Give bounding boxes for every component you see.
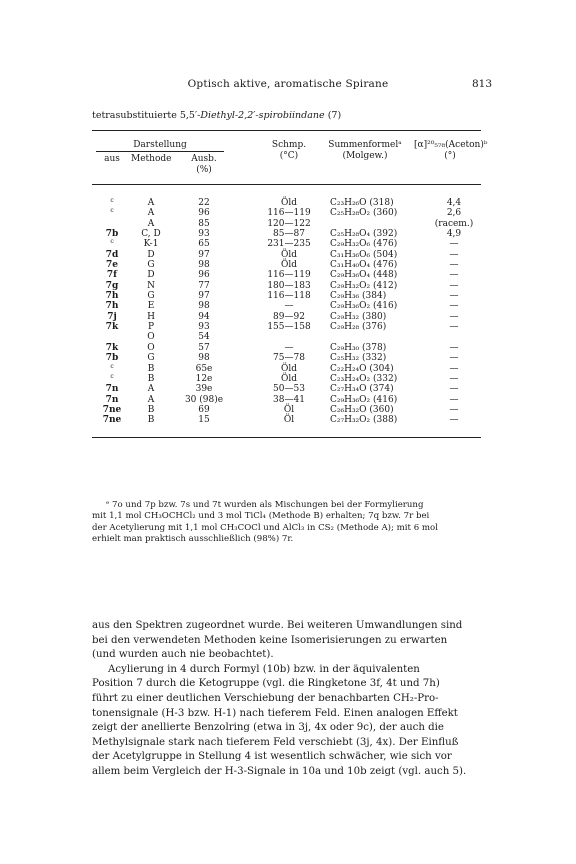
- cell-ausb: 85: [198, 218, 210, 229]
- page-number: 813: [472, 78, 493, 90]
- cell-ausb: 65: [198, 239, 210, 250]
- cell-methode: A: [147, 394, 155, 405]
- cell-aus: c: [110, 197, 114, 204]
- cell-schmp: 116—119: [267, 270, 311, 281]
- cell-alpha: —: [449, 353, 459, 364]
- table-row: [92, 291, 481, 301]
- body-line: Position 7 durch die Ketogruppe (vgl. die Ringketone 3f, 4t und 7h): [92, 678, 440, 690]
- cell-ausb: 96: [198, 208, 210, 219]
- cell-aus: 7h: [105, 291, 119, 302]
- cell-aus: 7ne: [102, 415, 122, 426]
- body-line: führt zu einer deutlichen Verschiebung der benachbarten CH₂-Pro-: [92, 692, 439, 704]
- cell-methode: A: [147, 218, 155, 229]
- cell-schmp: 85—87: [273, 229, 305, 240]
- col-header-methode: Methode: [131, 154, 172, 164]
- col-header-summen-2: (Molgew.): [342, 151, 388, 161]
- cell-schmp: 180—183: [267, 280, 311, 291]
- table-row: [92, 343, 481, 353]
- footnote-line: der Acetylierung mit 1,1 mol CH₃COCl und AlCl₃ in CS₂ (Methode A); mit 6 mol: [92, 522, 438, 533]
- table-row: [92, 260, 481, 270]
- cell-ausb: 98: [198, 353, 210, 364]
- cell-schmp: —: [284, 301, 294, 312]
- cell-formel: C₂₉H₃₀ (378): [330, 342, 387, 353]
- table-row: [92, 353, 481, 363]
- cell-schmp: Öld: [280, 260, 298, 271]
- col-header-ausb-1: Ausb.: [191, 154, 217, 164]
- cell-methode: H: [147, 311, 155, 322]
- cell-ausb: 77: [198, 280, 210, 291]
- table-row: [92, 312, 481, 322]
- cell-alpha: —: [449, 260, 459, 271]
- table-header-rule: [92, 184, 481, 185]
- cell-ausb: 30 (98)e: [184, 394, 224, 405]
- body-line: Acylierung in 4 durch Formyl (10b) bzw. in der äquivalenten: [108, 663, 420, 675]
- table-row: [92, 239, 481, 249]
- cell-methode: D: [147, 270, 155, 281]
- caption-prefix: tetrasubstituierte 5,5′-: [92, 110, 201, 121]
- cell-alpha: —: [449, 363, 459, 374]
- cell-ausb: 93: [198, 229, 210, 240]
- cell-aus: 7j: [107, 311, 117, 322]
- cell-schmp: —: [284, 342, 294, 353]
- cell-aus: c: [110, 362, 114, 370]
- cell-aus: c: [110, 238, 114, 246]
- body-line: zeigt der anellierte Benzolring (etwa in 3j, 4x oder 9c), der auch die: [92, 722, 444, 734]
- cell-schmp: 116—119: [267, 208, 311, 219]
- table-row: [92, 219, 481, 229]
- cell-alpha: (racem.): [434, 218, 474, 229]
- col-header-summen-1: Summenformelᵃ: [328, 140, 402, 150]
- table-top-rule: [92, 130, 481, 131]
- cell-aus: 7g: [105, 280, 119, 291]
- body-line: Methylsignale stark nach tieferem Feld verschiebt (3j, 4x). Der Einfluß: [92, 736, 459, 748]
- table-row: [92, 322, 481, 332]
- cell-formel: C₂₉H₂₈ (376): [330, 322, 387, 333]
- cell-alpha: —: [449, 342, 459, 353]
- cell-alpha: —: [449, 301, 459, 312]
- table-row: [92, 332, 481, 342]
- cell-ausb: 65e: [195, 363, 213, 374]
- cell-aus: 7f: [106, 270, 118, 281]
- cell-methode: G: [147, 353, 155, 364]
- cell-methode: B: [147, 404, 155, 415]
- col-header-summenformel: [318, 140, 412, 162]
- cell-aus: 7k: [105, 342, 119, 353]
- table-row: [92, 364, 481, 374]
- cell-ausb: 39e: [195, 384, 213, 395]
- cell-alpha: 4,4: [446, 198, 462, 208]
- cell-aus: 7b: [105, 229, 119, 240]
- caption-suffix: (7): [324, 110, 342, 121]
- cell-schmp: 231—235: [267, 239, 311, 250]
- table-caption: [92, 110, 341, 121]
- body-line: bei den verwendeten Methoden keine Isomerisierungen zu erwarten: [92, 634, 448, 646]
- cell-alpha: —: [449, 394, 459, 405]
- col-header-ausb-2: (%): [196, 165, 212, 175]
- cell-methode: A: [147, 208, 155, 219]
- table-row: [92, 281, 481, 291]
- cell-methode: G: [147, 291, 155, 302]
- cell-aus: c: [110, 372, 114, 380]
- cell-alpha: —: [449, 311, 459, 322]
- footnote-line: erhielt man praktisch ausschließlich (98%) 7r.: [92, 534, 294, 545]
- cell-schmp: 120—122: [267, 218, 311, 229]
- cell-formel: C₃₁H₄₀O₄ (476): [330, 260, 398, 271]
- cell-formel: C₂₅H₂₈O₄ (392): [330, 229, 398, 240]
- cell-alpha: —: [449, 270, 459, 281]
- cell-ausb: 57: [198, 342, 210, 353]
- cell-schmp: 50—53: [273, 384, 305, 395]
- cell-schmp: Öl: [283, 404, 295, 415]
- cell-methode: B: [147, 373, 155, 384]
- cell-schmp: Öld: [280, 373, 298, 384]
- cell-alpha: —: [449, 415, 459, 426]
- cell-schmp: 155—158: [267, 322, 311, 333]
- cell-ausb: 96: [198, 270, 210, 281]
- cell-formel: C₂₇H₃₄O (374): [330, 384, 394, 395]
- cell-methode: K-1: [143, 239, 159, 250]
- cell-ausb: 54: [198, 332, 210, 343]
- cell-alpha: —: [449, 291, 459, 302]
- col-header-aus: aus: [104, 154, 120, 164]
- cell-formel: C₂₉H₃₆O₂ (416): [330, 301, 398, 312]
- cell-aus: 7n: [105, 384, 119, 395]
- body-line: allem beim Vergleich der H-3-Signale in 10a und 10b zeigt (vgl. auch 5).: [92, 765, 467, 777]
- cell-schmp: Öld: [280, 363, 298, 374]
- cell-schmp: Öld: [280, 249, 298, 260]
- table-row: [92, 229, 481, 239]
- footnote-line: ᵉ 7o und 7p bzw. 7s und 7t wurden als Mischungen bei der Formylierung: [106, 500, 424, 510]
- cell-formel: C₂₃H₂₆O (318): [330, 198, 394, 208]
- table-row: [92, 405, 481, 415]
- cell-alpha: —: [449, 239, 459, 250]
- caption-italic: Diethyl-2,2′-spirobiindane: [200, 110, 325, 121]
- cell-formel: C₂₅H₃₂ (332): [330, 353, 387, 364]
- data-table: [92, 198, 481, 426]
- cell-methode: P: [147, 322, 155, 333]
- cell-formel: C₂₉H₃₆ (384): [330, 291, 387, 302]
- cell-alpha: 4,9: [446, 229, 462, 240]
- table-row: [92, 301, 481, 311]
- cell-aus: 7ne: [102, 404, 122, 415]
- cell-schmp: 89—92: [273, 311, 305, 322]
- cell-formel: C₂₉H₃₂O₂ (412): [330, 280, 398, 291]
- body-line: der Acetylgruppe in Stellung 4 ist wesentlich schwächer, wie sich vor: [92, 751, 452, 763]
- cell-formel: C₂₉H₃₂ (380): [330, 311, 387, 322]
- cell-formel: C₂₉H₃₆O₄ (448): [330, 270, 398, 281]
- table-row: [92, 395, 481, 405]
- body-text: [92, 619, 481, 780]
- cell-formel: C₂₇H₃₂O₂ (388): [330, 415, 398, 426]
- cell-formel: C₂₉H₃₂O₆ (476): [330, 239, 398, 250]
- cell-alpha: 2,6: [446, 208, 462, 219]
- cell-ausb: 12e: [195, 373, 213, 384]
- cell-alpha: —: [449, 384, 459, 395]
- cell-schmp: 75—78: [273, 353, 305, 364]
- col-header-alpha-2: (°): [444, 151, 456, 161]
- table-row: [92, 270, 481, 280]
- running-header-title: Optisch aktive, aromatische Spirane: [187, 78, 389, 90]
- table-row: [92, 250, 481, 260]
- cell-alpha: —: [449, 404, 459, 415]
- footnote-line: mit 1,1 mol CH₃OCHCl₂ und 3 mol TiCl₄ (Methode B) erhalten; 7q bzw. 7r bei: [92, 511, 430, 522]
- cell-alpha: —: [449, 249, 459, 260]
- cell-ausb: 15: [198, 415, 210, 426]
- cell-formel: C₂₆H₃₂O (360): [330, 404, 394, 415]
- col-header-schmp-1: Schmp.: [271, 140, 307, 150]
- cell-methode: N: [147, 280, 155, 291]
- cell-alpha: —: [449, 373, 459, 384]
- cell-aus: 7h: [105, 301, 119, 312]
- cell-formel: C₃₁H₃₆O₆ (504): [330, 249, 398, 260]
- col-header-darstellung: Darstellung: [133, 140, 187, 150]
- cell-schmp: Öld: [280, 198, 298, 208]
- cell-formel: C₂₃H₂₄O₂ (332): [330, 373, 398, 384]
- cell-ausb: 97: [198, 291, 210, 302]
- cell-ausb: 22: [198, 198, 210, 208]
- cell-aus: 7n: [105, 394, 119, 405]
- cell-methode: C, D: [141, 229, 161, 240]
- table-bottom-rule: [92, 437, 481, 438]
- body-line: aus den Spektren zugeordnet wurde. Bei weiteren Umwandlungen sind: [92, 620, 463, 631]
- cell-methode: O: [147, 332, 155, 343]
- cell-ausb: 93: [198, 322, 210, 333]
- cell-formel: C₂₅H₂₈O₂ (360): [330, 208, 398, 219]
- cell-alpha: —: [449, 280, 459, 291]
- cell-ausb: 69: [198, 404, 210, 415]
- table-row: [92, 384, 481, 394]
- darstellung-rule: [96, 151, 224, 152]
- cell-ausb: 98: [198, 260, 210, 271]
- cell-methode: B: [147, 363, 155, 374]
- cell-methode: D: [147, 249, 155, 260]
- cell-methode: O: [147, 342, 155, 353]
- cell-ausb: 94: [198, 311, 210, 322]
- cell-methode: G: [147, 260, 155, 271]
- body-line: (und wurden auch nie beobachtet).: [92, 649, 274, 661]
- cell-schmp: 38—41: [273, 394, 305, 405]
- cell-ausb: 97: [198, 249, 210, 260]
- table-row: [92, 208, 481, 218]
- table-row: [92, 198, 481, 208]
- cell-ausb: 98: [198, 301, 210, 312]
- cell-aus: 7d: [105, 249, 119, 260]
- cell-schmp: 116—118: [267, 291, 311, 302]
- cell-aus: c: [110, 207, 114, 215]
- cell-formel: C₂₂H₂₄O (304): [330, 363, 394, 374]
- table-row: [92, 374, 481, 384]
- cell-methode: A: [147, 198, 155, 208]
- cell-aus: 7e: [106, 260, 118, 271]
- col-header-ausb: [184, 154, 224, 176]
- cell-methode: B: [147, 415, 155, 426]
- cell-schmp: Öl: [283, 415, 295, 426]
- cell-methode: E: [147, 301, 155, 312]
- cell-aus: 7b: [105, 353, 119, 364]
- col-header-alpha: [414, 140, 486, 162]
- col-header-schmp: [254, 140, 324, 162]
- cell-aus: 7k: [105, 322, 119, 333]
- cell-methode: A: [147, 384, 155, 395]
- cell-formel: C₂₉H₃₆O₂ (416): [330, 394, 398, 405]
- col-header-schmp-2: (°C): [279, 151, 299, 161]
- body-line: tonensignale (H-3 bzw. H-1) nach tieferem Feld. Einen analogen Effekt: [92, 707, 458, 719]
- col-header-alpha-1: [α]²⁰₅₇₈(Aceton)ᵇ: [414, 140, 488, 150]
- table-footnote: [92, 500, 481, 546]
- table-row: [92, 415, 481, 425]
- cell-alpha: —: [449, 322, 459, 333]
